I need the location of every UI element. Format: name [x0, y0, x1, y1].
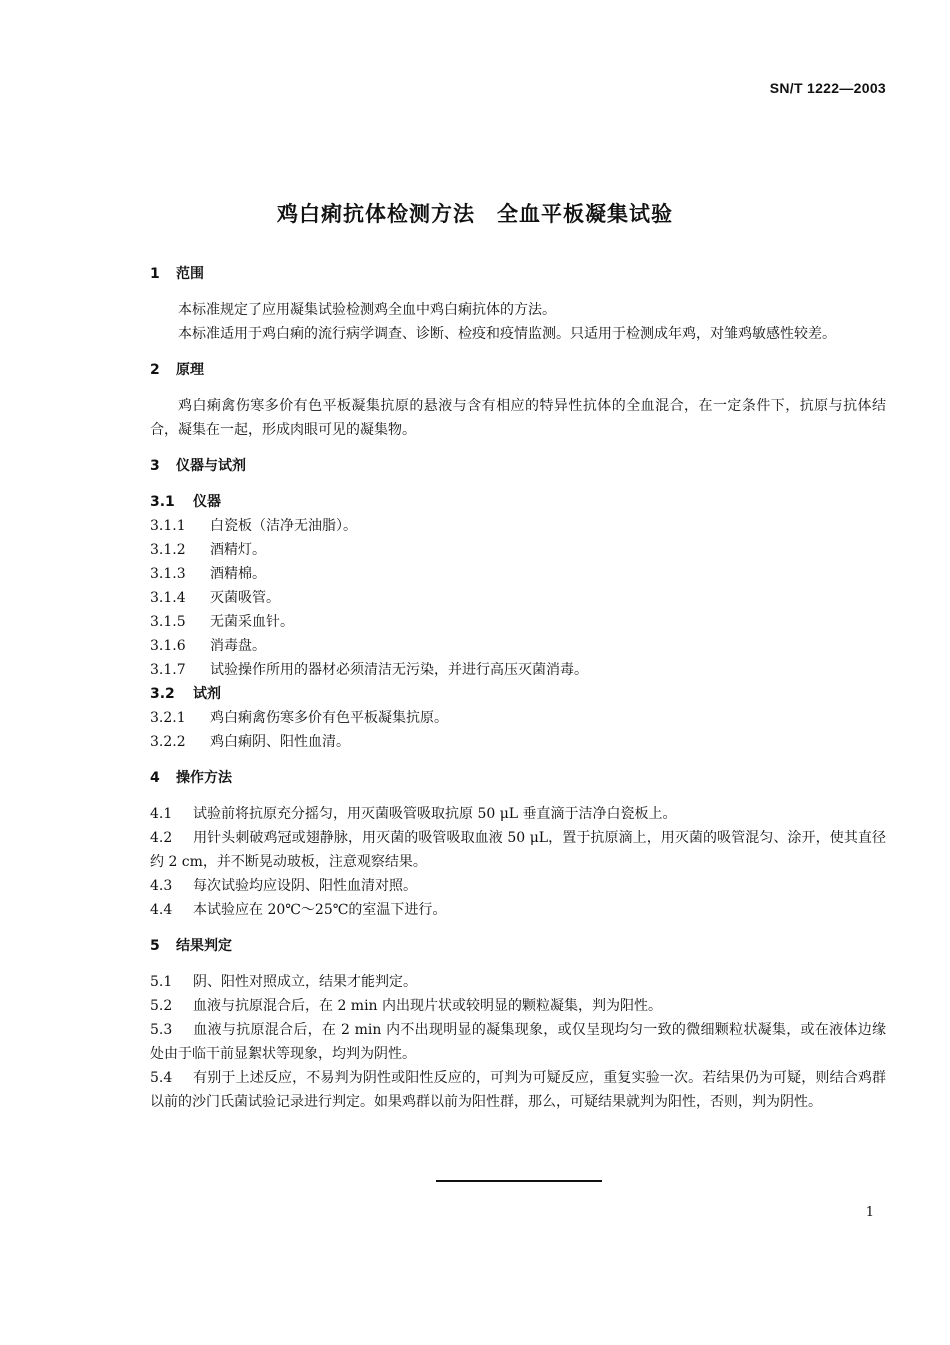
end-rule — [436, 1180, 602, 1182]
list-item — [150, 898, 886, 922]
item-number: 5.2 — [150, 998, 173, 1014]
section-heading-scope — [150, 262, 886, 286]
list-item — [150, 658, 886, 682]
list-item — [150, 970, 886, 994]
section-number: 2 — [150, 362, 160, 378]
document-body — [150, 262, 886, 1114]
subsection-title: 仪器 — [193, 494, 221, 510]
list-item — [150, 706, 886, 730]
item-text: 酒精灯。 — [210, 542, 266, 558]
section-title: 结果判定 — [176, 938, 232, 954]
list-item — [150, 586, 886, 610]
section-heading-principle — [150, 358, 886, 382]
paragraph: 鸡白痢禽伤寒多价有色平板凝集抗原的悬液与含有相应的特异性抗体的全血混合，在一定条件下，抗原与抗体结合，凝集在一起，形成肉眼可见的凝集物。 — [150, 398, 886, 438]
item-number: 4.3 — [150, 878, 173, 894]
document-title: 鸡白痢抗体检测方法 全血平板凝集试验 — [277, 202, 673, 226]
subsection-heading-apparatus — [150, 490, 886, 514]
list-item — [150, 1066, 886, 1114]
item-text: 血液与抗原混合后，在 2 min 内出现片状或较明显的颗粒凝集，判为阳性。 — [193, 998, 663, 1014]
item-text: 每次试验均应设阴、阳性血清对照。 — [193, 878, 417, 894]
item-text: 试验前将抗原充分摇匀，用灭菌吸管吸取抗原 50 μL 垂直滴于洁净白瓷板上。 — [193, 806, 677, 822]
list-item — [150, 802, 886, 826]
subsection-title: 试剂 — [193, 686, 221, 702]
list-item — [150, 514, 886, 538]
item-text: 消毒盘。 — [210, 638, 266, 654]
item-number: 3.1.2 — [150, 542, 186, 558]
item-text: 鸡白痢阴、阳性血清。 — [210, 734, 350, 750]
item-number: 4.1 — [150, 806, 173, 822]
item-text: 无菌采血针。 — [210, 614, 294, 630]
section-title: 原理 — [176, 362, 204, 378]
item-number: 3.2.2 — [150, 734, 186, 750]
item-number: 5.1 — [150, 974, 173, 990]
list-item — [150, 1018, 886, 1066]
item-number: 3.2.1 — [150, 710, 186, 726]
item-number: 3.1.5 — [150, 614, 186, 630]
list-item — [150, 994, 886, 1018]
item-number: 4.2 — [150, 830, 173, 846]
list-item — [150, 538, 886, 562]
subsection-heading-reagents — [150, 682, 886, 706]
page-number: 1 — [865, 1205, 874, 1220]
item-number: 3.1.1 — [150, 518, 186, 534]
item-text: 灭菌吸管。 — [210, 590, 280, 606]
item-text: 本试验应在 20℃～25℃的室温下进行。 — [193, 902, 447, 918]
section-title: 操作方法 — [176, 770, 232, 786]
standard-code: SN/T 1222—2003 — [769, 80, 886, 96]
item-text: 白瓷板（洁净无油脂）。 — [210, 518, 357, 534]
list-item — [150, 610, 886, 634]
item-text: 试验操作所用的器材必须清洁无污染，并进行高压灭菌消毒。 — [210, 662, 588, 678]
item-number: 5.4 — [150, 1070, 173, 1086]
section-heading-result-judgement — [150, 934, 886, 958]
list-item — [150, 634, 886, 658]
item-number: 3.1.6 — [150, 638, 186, 654]
section-heading-procedure — [150, 766, 886, 790]
section-number: 1 — [150, 266, 160, 282]
item-number: 3.1.4 — [150, 590, 186, 606]
item-text: 血液与抗原混合后，在 2 min 内不出现明显的凝集现象，或仅呈现均匀一致的微细颗粒状凝集，或在液体边缘处由于临干前显絮状等现象，均判为阴性。 — [150, 1022, 886, 1062]
list-item — [150, 562, 886, 586]
paragraph: 本标准规定了应用凝集试验检测鸡全血中鸡白痢抗体的方法。 — [178, 302, 556, 318]
section-heading-apparatus-reagents — [150, 454, 886, 478]
section-number: 5 — [150, 938, 160, 954]
item-text: 有别于上述反应，不易判为阴性或阳性反应的，可判为可疑反应，重复实验一次。若结果仍为可疑，则结合鸡群以前的沙门氏菌试验记录进行判定。如果鸡群以前为阳性群，那么，可疑结果就判为阳性，否则，判为阴性。 — [150, 1070, 886, 1110]
item-text: 用针头刺破鸡冠或翅静脉，用灭菌的吸管吸取血液 50 μL，置于抗原滴上，用灭菌的吸管混匀、涂开，使其直径约 2 cm，并不断晃动玻板，注意观察结果。 — [150, 830, 886, 870]
subsection-number: 3.1 — [150, 494, 175, 510]
section-number: 4 — [150, 770, 160, 786]
item-text: 阴、阳性对照成立，结果才能判定。 — [193, 974, 417, 990]
list-item — [150, 730, 886, 754]
item-number: 3.1.7 — [150, 662, 186, 678]
section-title: 范围 — [176, 266, 204, 282]
list-item — [150, 826, 886, 874]
paragraph: 本标准适用于鸡白痢的流行病学调查、诊断、检疫和疫情监测。只适用于检测成年鸡，对雏鸡敏感性较差。 — [178, 326, 836, 342]
list-item — [150, 874, 886, 898]
item-number: 3.1.3 — [150, 566, 186, 582]
section-number: 3 — [150, 458, 160, 474]
subsection-number: 3.2 — [150, 686, 175, 702]
item-number: 4.4 — [150, 902, 173, 918]
item-text: 酒精棉。 — [210, 566, 266, 582]
item-text: 鸡白痢禽伤寒多价有色平板凝集抗原。 — [210, 710, 448, 726]
item-number: 5.3 — [150, 1022, 173, 1038]
section-title: 仪器与试剂 — [176, 458, 246, 474]
